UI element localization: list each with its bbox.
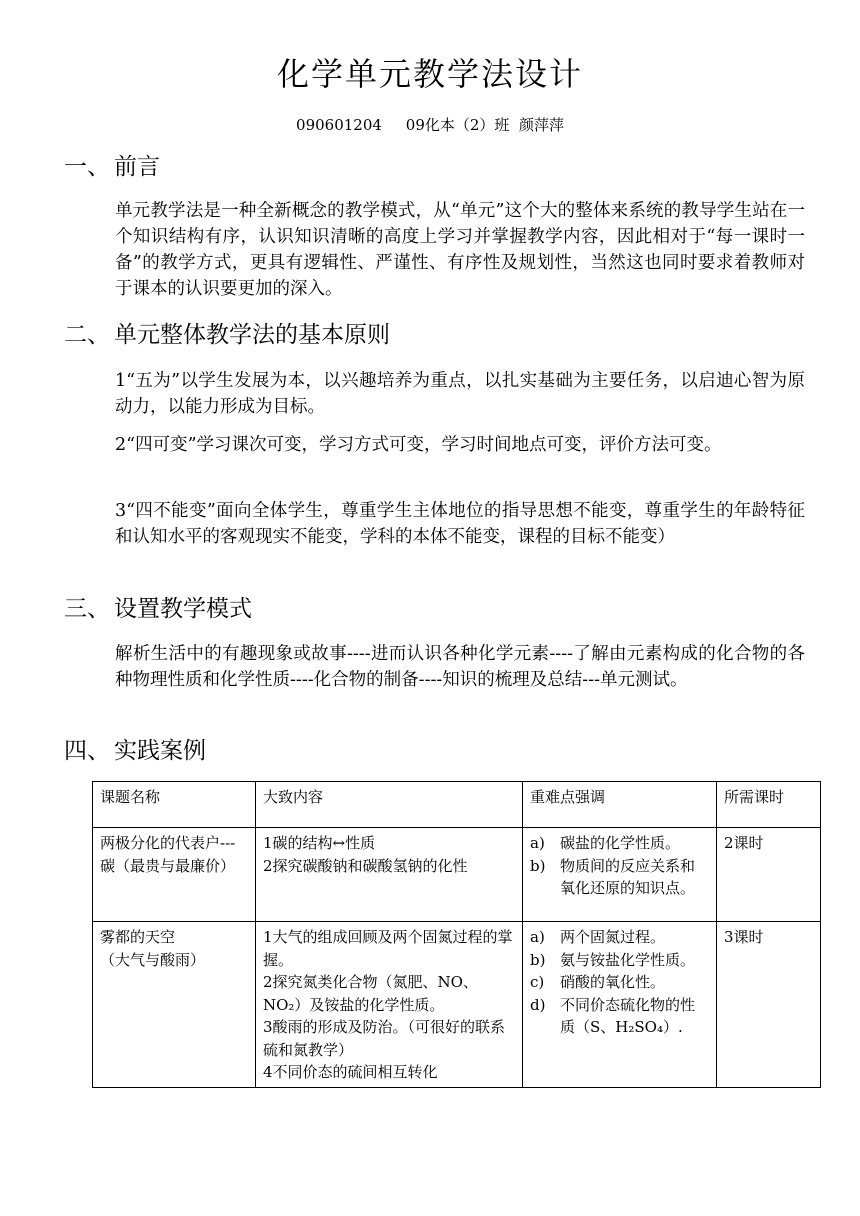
- list-item: [530, 994, 709, 1039]
- hours-cell: 3课时: [717, 922, 821, 1088]
- topic-cell: [93, 828, 256, 922]
- list-marker: a): [530, 928, 545, 946]
- list-item: [530, 949, 709, 972]
- topic-line: （大气与酸雨）: [100, 950, 206, 969]
- list-item: [530, 971, 709, 994]
- table-header-cell: 大致内容: [256, 782, 523, 828]
- list-item: [530, 832, 709, 855]
- hours-cell: 2课时: [717, 828, 821, 922]
- list-text: 氨与铵盐化学性质。: [560, 950, 696, 969]
- key-points-list: [530, 832, 709, 900]
- list-item: [530, 926, 709, 949]
- paragraph: 单元教学法是一种全新概念的教学模式，从“单元”这个大的整体来系统的教导学生站在一个知识结构有序，认识知识清晰的高度上学习并掌握教学内容，因此相对于“每一课时一备”的教学方式，更具有逻辑性、严谨性、有序性及规划性，当然这也同时要求着教师对于课本的认识要更加的深入。: [115, 201, 805, 299]
- document-subtitle: 090601204 09化本（2）班 颜萍萍: [296, 116, 564, 134]
- table-header-row: [93, 782, 821, 828]
- content-line: 3酸雨的形成及防治。（可很好的联系硫和氮教学）: [263, 1018, 506, 1059]
- section-title: 实践案例: [114, 738, 206, 764]
- content-line: 4不同价态的硫间相互转化: [263, 1063, 438, 1081]
- list-item: [530, 855, 709, 900]
- key-points-cell: [523, 922, 717, 1088]
- section-number: 四、: [64, 738, 110, 764]
- list-text: 碳盐的化学性质。: [560, 834, 681, 852]
- paragraph: 2“四可变”学习课次可变，学习方式可变，学习时间地点可变，评价方法可变。: [115, 435, 722, 455]
- content-line: 1大气的组成回顾及两个固氮过程的掌握。: [263, 928, 513, 969]
- section-title: 设置教学模式: [114, 596, 252, 622]
- list-text: 物质间的反应关系和氧化还原的知识点。: [560, 856, 696, 897]
- list-marker: d): [530, 995, 546, 1014]
- paragraph: 1“五为”以学生发展为本，以兴趣培养为重点，以扎实基础为主要任务，以启迪心智为原动力，以能力形成为目标。: [115, 371, 805, 417]
- section-heading-intro: [64, 150, 160, 184]
- list-text: 两个固氮过程。: [560, 928, 666, 946]
- case-table: [92, 781, 821, 1088]
- section-heading-cases: [64, 734, 206, 768]
- table-header-cell: 重难点强调: [523, 782, 717, 828]
- section-heading-principles: [64, 318, 390, 352]
- table-header-cell: 课题名称: [93, 782, 256, 828]
- content-line: 2探究氮类化合物（氮肥、NO、NO₂）及铵盐的化学性质。: [263, 973, 478, 1014]
- section-number: 二、: [64, 322, 110, 348]
- topic-cell: [93, 922, 256, 1088]
- table-row: [93, 922, 821, 1088]
- document-title: 化学单元教学法设计: [276, 55, 583, 93]
- list-marker: b): [530, 856, 546, 875]
- topic-line: 两极分化的代表户---碳（最贵与最廉价）: [100, 834, 236, 875]
- content-cell: [256, 828, 523, 922]
- section-number: 一、: [64, 154, 110, 180]
- content-line: 2探究碳酸钠和碳酸氢钠的化性: [263, 856, 468, 875]
- key-points-list: [530, 926, 709, 1039]
- paragraph: 解析生活中的有趣现象或故事----进而认识各种化学元素----了解由元素构成的化合物的各种物理性质和化学性质----化合物的制备----知识的梳理及总结---单元测试。: [115, 644, 805, 690]
- topic-line: 雾都的天空: [100, 928, 176, 946]
- table-header-cell: 所需课时: [717, 782, 821, 828]
- section-title: 前言: [114, 154, 160, 180]
- table-row: [93, 828, 821, 922]
- section-title: 单元整体教学法的基本原则: [114, 322, 390, 348]
- list-text: 不同价态硫化物的性质（S、H₂SO₄）.: [560, 995, 696, 1036]
- list-marker: c): [530, 973, 545, 991]
- section-number: 三、: [64, 596, 110, 622]
- list-text: 硝酸的氧化性。: [560, 973, 666, 991]
- content-line: 1碳的结构↔性质: [263, 834, 376, 852]
- paragraph: 3“四不能变”面向全体学生，尊重学生主体地位的指导思想不能变，尊重学生的年龄特征和认知水平的客观现实不能变，学科的本体不能变，课程的目标不能变）: [115, 501, 805, 547]
- content-cell: [256, 922, 523, 1088]
- list-marker: a): [530, 834, 545, 852]
- section-heading-model: [64, 592, 252, 626]
- list-marker: b): [530, 950, 546, 969]
- key-points-cell: [523, 828, 717, 922]
